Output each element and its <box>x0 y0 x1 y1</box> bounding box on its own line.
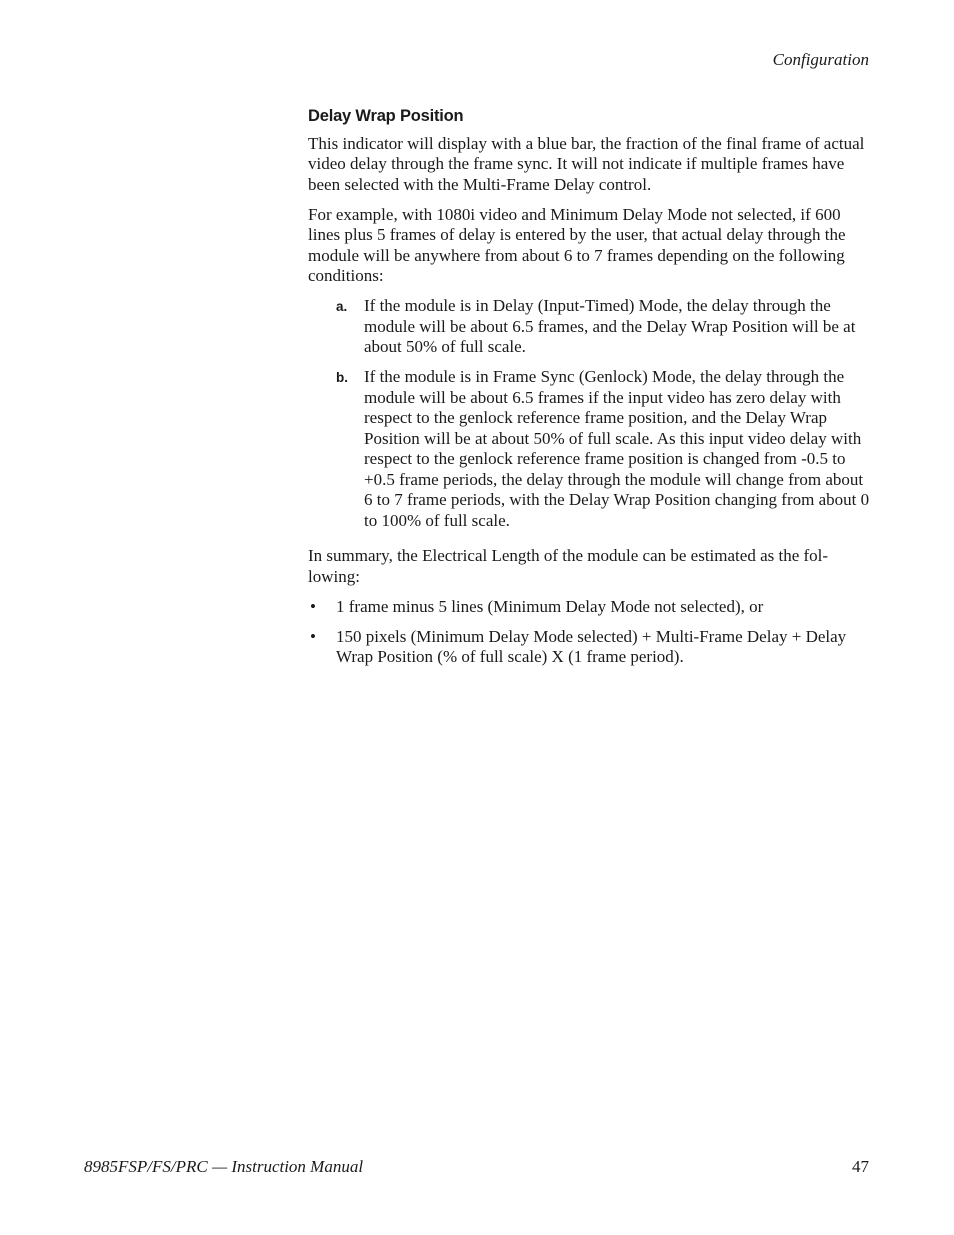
list-item-text: If the module is in Delay (Input-Timed) Mode, the delay through the module will be about 6.5 frames, and the Delay Wrap Position will be at about 50% of full scale. <box>364 296 856 356</box>
main-content <box>308 106 872 677</box>
list-item <box>308 367 872 531</box>
summary-paragraph: In summary, the Electrical Length of the module can be estimated as the fol-lowing: <box>308 546 829 586</box>
page-number: 47 <box>852 1157 869 1176</box>
list-item-text: If the module is in Frame Sync (Genlock) Mode, the delay through the module will be about 6.5 frames if the input video has zero delay with respect to the genlock reference frame position, and the Delay Wrap Position will be at about 50% of full scale. As this input video delay with respect to the genlock reference frame position is changed from -0.5 to +0.5 frame periods, the delay through the module will change from about 6 to 7 frame periods, with the Delay Wrap Position changing from about 0 to 100% of full scale. <box>364 367 870 530</box>
list-marker: a. <box>336 299 348 314</box>
list-item-text: 1 frame minus 5 lines (Minimum Delay Mode not selected), or <box>336 596 764 616</box>
manual-title: 8985FSP/FS/PRC — Instruction Manual <box>84 1157 364 1176</box>
list-item <box>308 296 872 358</box>
example-paragraph: For example, with 1080i video and Minimum Delay Mode not selected, if 600 lines plus 5 frames of delay is entered by the user, that actual delay through the module will be anywhere from about 6 to 7 frames depending on the following conditions: <box>308 204 846 285</box>
list-item <box>308 627 872 668</box>
bullet-icon: • <box>310 596 316 616</box>
running-header: Configuration <box>772 50 869 69</box>
conditions-list <box>308 296 872 531</box>
intro-paragraph: This indicator will display with a blue bar, the fraction of the final frame of actual video delay through the frame sync. It will not indicate if multiple frames have been selected with the Multi-Frame Delay control. <box>308 133 865 194</box>
list-item <box>308 597 872 618</box>
electrical-length-list <box>308 597 872 668</box>
section-heading: Delay Wrap Position <box>308 107 464 125</box>
list-marker: b. <box>336 370 348 385</box>
list-item-text: 150 pixels (Minimum Delay Mode selected) + Multi-Frame Delay + Delay Wrap Position (% of full scale) X (1 frame period). <box>336 626 847 666</box>
bullet-icon: • <box>310 626 316 646</box>
